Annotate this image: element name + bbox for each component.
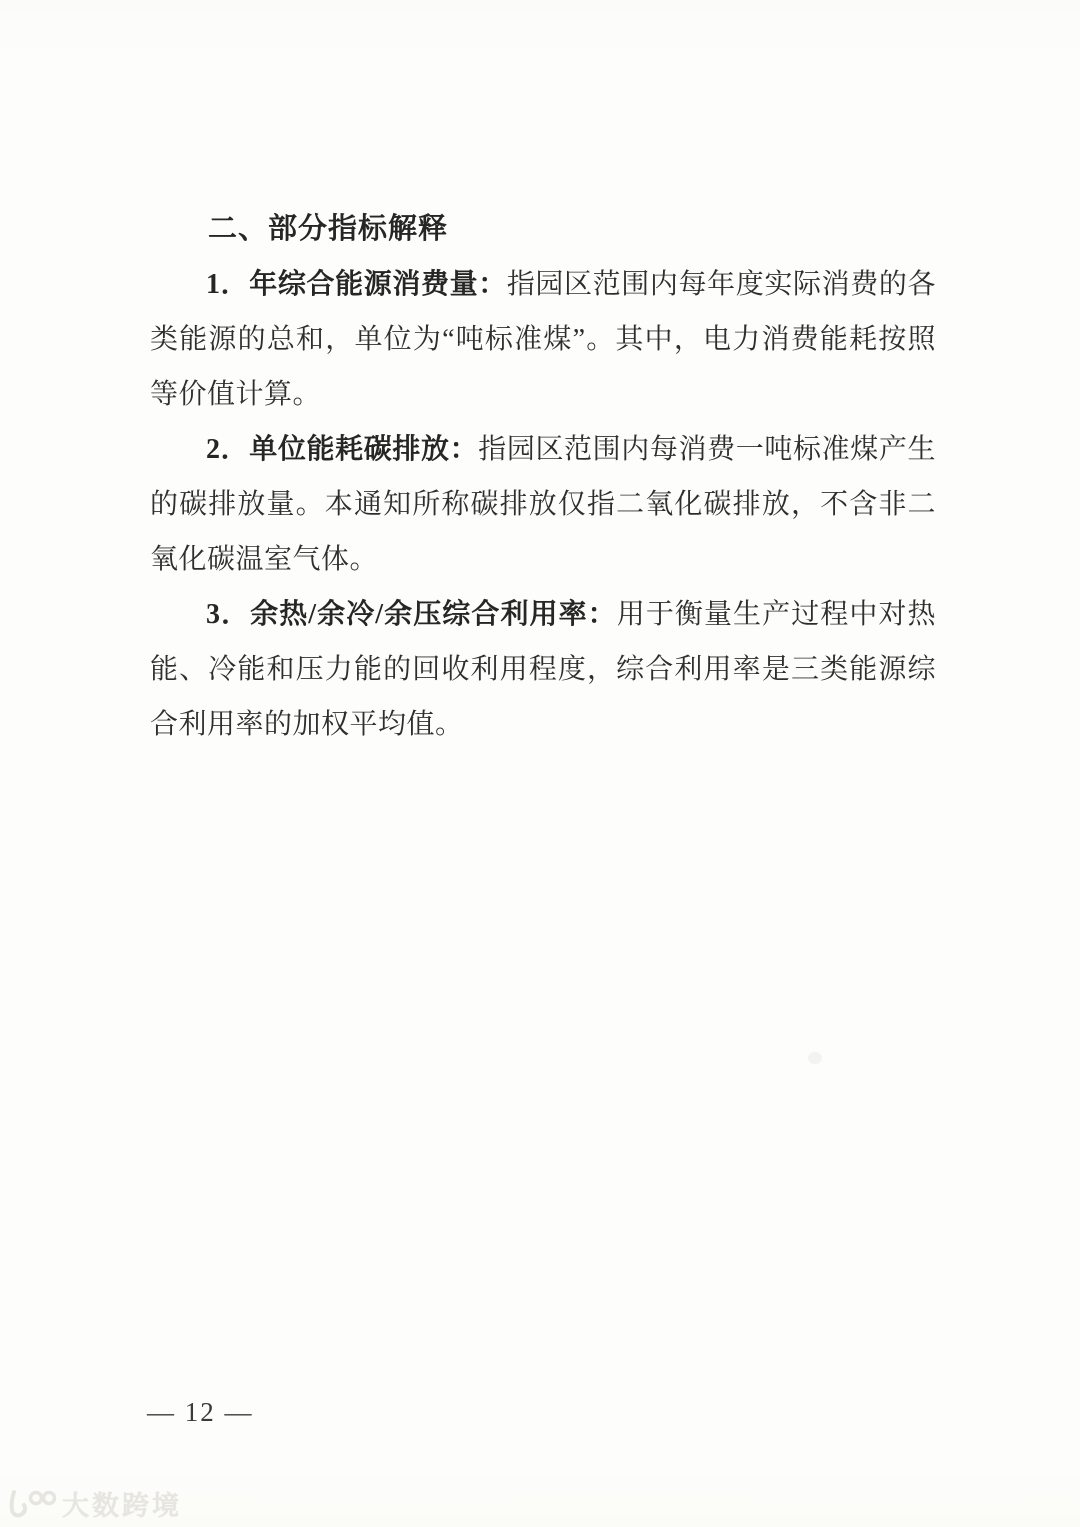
watermark bbox=[8, 1484, 182, 1523]
page-number: — 12 — bbox=[147, 1397, 254, 1427]
paragraph-1 bbox=[150, 257, 936, 422]
paragraph-2 bbox=[150, 422, 936, 587]
paragraph-3 bbox=[150, 587, 936, 752]
paragraph-1-lead: 1．年综合能源消费量： bbox=[206, 269, 507, 300]
watermark-text: 大数跨境 bbox=[62, 1491, 182, 1521]
paragraph-3-lead: 3．余热/余冷/余压综合利用率： bbox=[206, 599, 617, 630]
paragraph-3-text: 用于衡量生产过程中对热能、冷能和压力能的回收利用程度，综合利用率是三类能源综合利用率的加权平均值。 bbox=[150, 599, 936, 740]
paragraph-2-lead: 2．单位能耗碳排放： bbox=[206, 434, 479, 465]
section-heading: 二、部分指标解释 bbox=[208, 213, 449, 245]
document-body bbox=[150, 202, 936, 752]
scan-smudge bbox=[808, 1052, 822, 1064]
watermark-glasses-icon bbox=[8, 1488, 56, 1520]
paragraph-2-text: 指园区范围内每消费一吨标准煤产生的碳排放量。本通知所称碳排放仅指二氧化碳排放，不含非二氧化碳温室气体。 bbox=[150, 434, 936, 575]
paragraph-1-text: 指园区范围内每年度实际消费的各类能源的总和，单位为“吨标准煤”。其中，电力消费能耗按照等价值计算。 bbox=[150, 269, 936, 410]
